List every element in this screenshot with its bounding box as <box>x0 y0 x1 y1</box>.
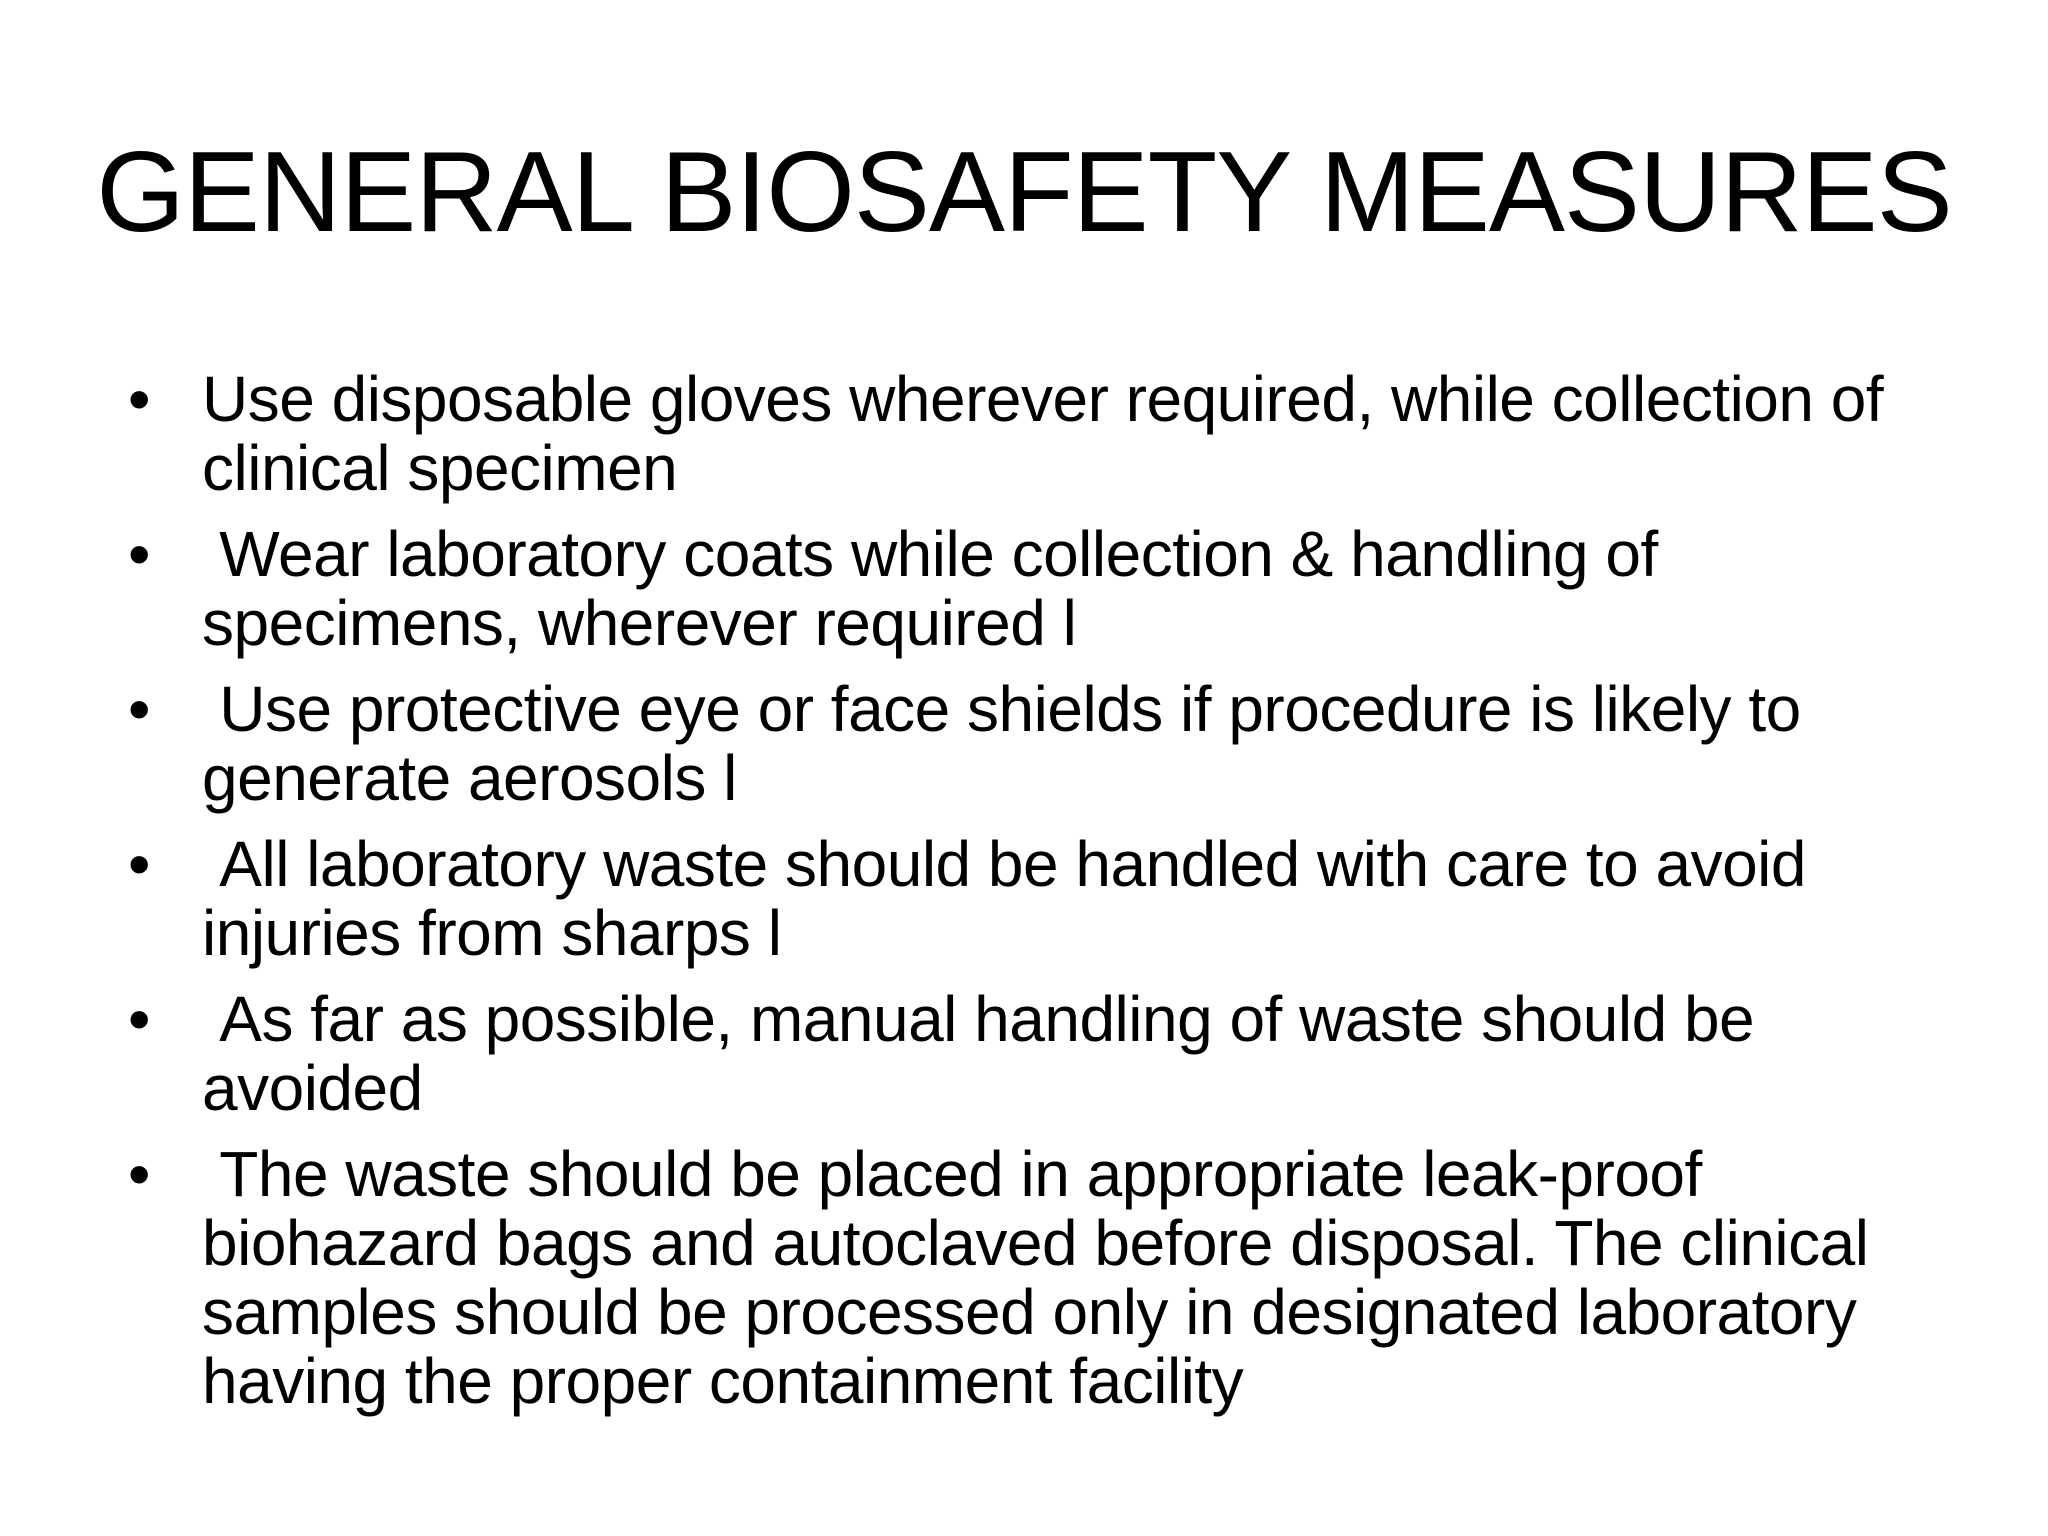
bullet-text: All laboratory waste should be handled with care to avoid injuries from sharps l <box>202 828 1824 969</box>
bullet-icon: • <box>128 518 150 590</box>
bullet-icon: • <box>128 363 150 435</box>
slide-title: GENERAL BIOSAFETY MEASURES <box>96 129 1952 256</box>
bullet-text: Use protective eye or face shields if procedure is likely to generate aerosols l <box>202 673 1818 814</box>
list-item <box>0 1140 2048 1416</box>
bullet-text: As far as possible, manual handling of waste should be avoided <box>202 983 1772 1124</box>
bullet-list <box>0 365 2048 1433</box>
list-item <box>0 675 2048 813</box>
bullet-text: Wear laboratory coats while collection & handling of specimens, wherever required l <box>202 518 1676 659</box>
bullet-text: The waste should be placed in appropriate leak-proof biohazard bags and autoclaved before disposal. The clinical samples should be processed only in designated laboratory having the proper containment facility <box>202 1138 1886 1417</box>
bullet-icon: • <box>128 828 150 900</box>
bullet-icon: • <box>128 1138 150 1210</box>
bullet-icon: • <box>128 673 150 745</box>
bullet-text: Use disposable gloves wherever required, while collection of clinical specimen <box>202 363 1901 504</box>
list-item <box>0 365 2048 503</box>
bullet-icon: • <box>128 983 150 1055</box>
list-item <box>0 830 2048 968</box>
list-item <box>0 985 2048 1123</box>
list-item <box>0 520 2048 658</box>
